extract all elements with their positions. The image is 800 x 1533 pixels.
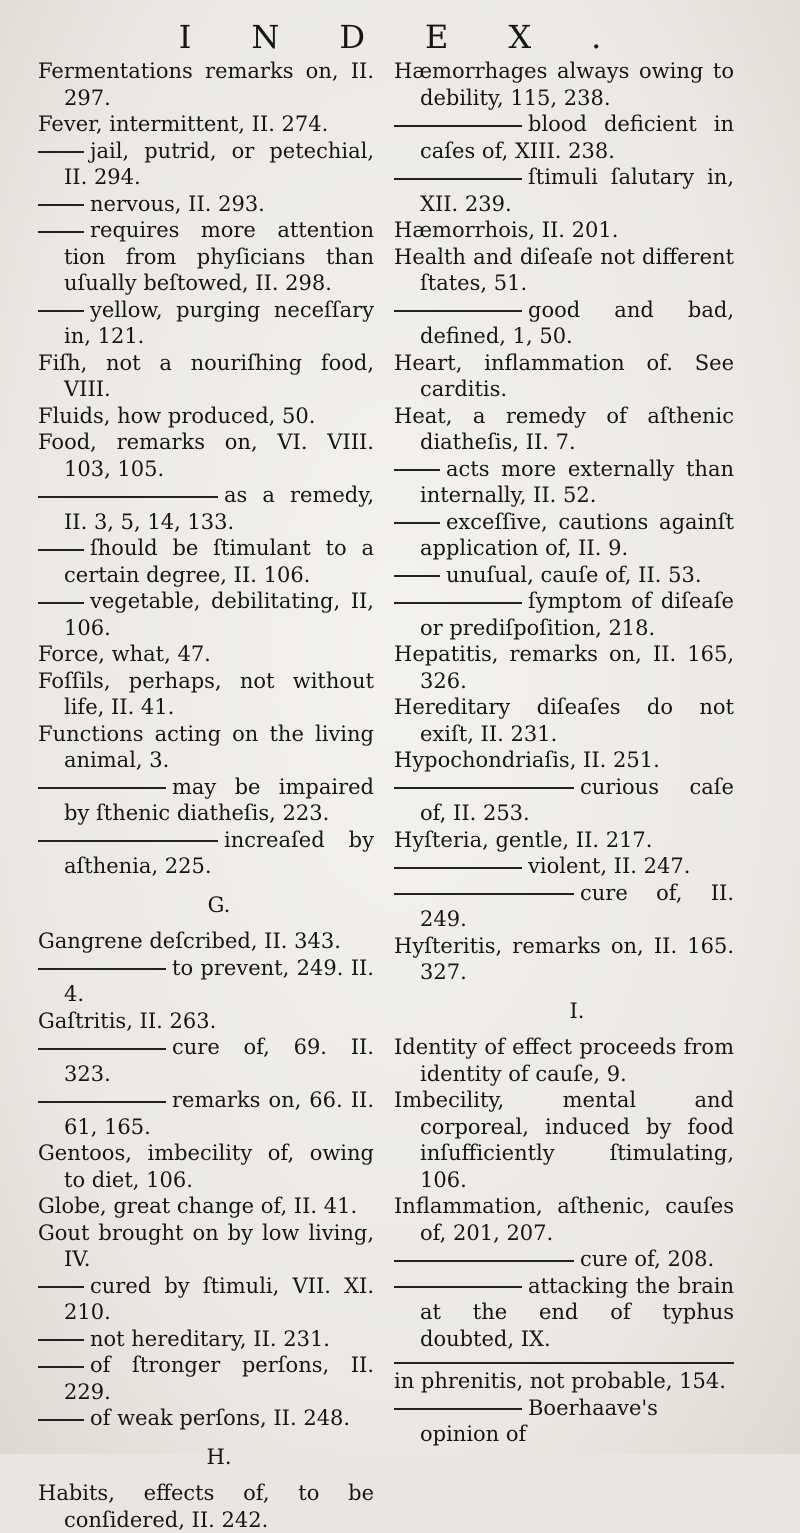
entry-text: blood deficient in caſes of, XIII. 238. xyxy=(420,112,734,163)
page-title: INDEX. xyxy=(178,18,662,56)
entry-text: to prevent, 249. II. 4. xyxy=(64,955,374,1006)
entry-text: Hereditary diſeaſes do not exiſt, II. 231. xyxy=(394,695,734,746)
index-entry xyxy=(394,111,734,164)
entry-text: cure of, 69. II. 323. xyxy=(64,1035,374,1086)
entry-text: Globe, great change of, II. 41. xyxy=(38,1194,358,1218)
index-entry xyxy=(38,1326,374,1353)
section-letter: H. xyxy=(206,1444,232,1469)
entry-text: Gout brought on by low living, IV. xyxy=(38,1220,374,1271)
entry-text: requires more attention tion from phyſicians than uſually beſtowed, II. 298. xyxy=(64,218,374,295)
index-entry xyxy=(38,721,374,774)
index-entry xyxy=(38,928,374,955)
entry-text: Fluids, how produced, 50. xyxy=(38,403,316,428)
index-entry xyxy=(38,1008,374,1035)
index-entry xyxy=(394,403,734,456)
entry-text: cured by ſtimuli, VII. XI. 210. xyxy=(64,1273,374,1324)
entry-text: ſymptom of diſeaſe or prediſpoſition, 218. xyxy=(420,589,734,640)
repeat-dash xyxy=(38,1286,84,1288)
index-entry xyxy=(394,1273,734,1353)
index-entry xyxy=(38,191,374,218)
entry-text: Fever, intermittent, II. 274. xyxy=(38,112,329,136)
entry-text: Gentoos, imbecility of, owing to diet, 106. xyxy=(38,1141,374,1192)
repeat-dash xyxy=(394,522,440,524)
index-entry xyxy=(394,747,734,774)
index-entry xyxy=(394,641,734,694)
entry-text: ſtimuli ſalutary in, XII. 239. xyxy=(420,165,734,216)
index-entry xyxy=(38,1193,374,1220)
repeat-dash xyxy=(394,602,522,604)
index-entry xyxy=(38,429,374,482)
index-entry xyxy=(394,509,734,562)
repeat-dash xyxy=(38,549,84,551)
repeat-dash xyxy=(394,1286,522,1288)
repeat-dash xyxy=(38,1366,84,1368)
index-entry xyxy=(394,1395,734,1448)
index-entry xyxy=(394,164,734,217)
index-entry xyxy=(38,1273,374,1326)
repeat-dash xyxy=(394,787,574,789)
entry-text: vegetable, debilitating, II, 106. xyxy=(64,589,374,640)
entry-text: Force, what, 47. xyxy=(38,642,211,666)
repeat-dash xyxy=(394,1408,522,1410)
index-entry xyxy=(394,1368,734,1395)
entry-text: as a remedy, II. 3, 5, 14, 133. xyxy=(64,483,374,534)
entry-text: nervous, II. 293. xyxy=(90,191,265,216)
index-entry xyxy=(38,827,374,880)
index-entry xyxy=(38,774,374,827)
index-entry xyxy=(394,562,734,589)
index-entry xyxy=(38,641,374,668)
index-entry xyxy=(38,668,374,721)
repeat-dash xyxy=(38,1101,166,1103)
repeat-dash xyxy=(38,1339,84,1341)
repeat-dash xyxy=(38,1419,84,1421)
repeat-dash xyxy=(394,469,440,471)
index-entry xyxy=(38,1352,374,1405)
index-entry xyxy=(38,297,374,350)
entry-text: cure of, II. 249. xyxy=(420,880,734,931)
repeat-dash xyxy=(38,1048,166,1050)
entry-text: Identity of effect proceeds from identity of cauſe, 9. xyxy=(394,1035,734,1086)
repeat-dash xyxy=(394,310,522,312)
index-entry xyxy=(394,1246,734,1273)
index-entry xyxy=(394,244,734,297)
index-entry xyxy=(38,1087,374,1140)
entry-text: Habits, effects of, to be conſidered, II. 242. xyxy=(38,1481,374,1532)
entry-text: Inflammation, aſthenic, cauſes of, 201, 207. xyxy=(394,1194,734,1245)
index-entry xyxy=(38,1405,374,1432)
entry-text: Fiſh, not a nouriſhing food, VIII. xyxy=(38,350,374,401)
entry-text: Fermentations remarks on, II. 297. xyxy=(38,59,374,110)
entry-text: Hæmorrhois, II. 201. xyxy=(394,218,619,242)
section-letter: I. xyxy=(569,998,585,1023)
repeat-dash xyxy=(394,178,522,180)
entry-text: may be impaired by ſthenic diatheſis, 223. xyxy=(64,774,374,825)
entry-text: not hereditary, II. 231. xyxy=(90,1326,330,1351)
index-entry xyxy=(394,1087,734,1193)
repeat-dash xyxy=(394,867,522,869)
index-entry xyxy=(394,456,734,509)
entry-text: exceſſive, cautions againſt application of, II. 9. xyxy=(420,509,734,560)
repeat-dash xyxy=(394,1260,574,1262)
entry-text: Heat, a remedy of aſthenic diatheſis, II. 7. xyxy=(394,403,734,454)
index-entry xyxy=(38,588,374,641)
index-entry xyxy=(394,58,734,111)
right-column xyxy=(394,58,734,1448)
entry-text: Hæmorrhages always owing to debility, 115, 238. xyxy=(394,59,734,110)
section-letter: G. xyxy=(207,892,231,917)
index-entry xyxy=(38,350,374,403)
index-entry xyxy=(394,853,734,880)
index-entry xyxy=(394,350,734,403)
entry-text: Functions acting on the living animal, 3. xyxy=(38,721,374,772)
repeat-dash xyxy=(38,231,84,233)
entry-text: Hepatitis, remarks on, II. 165, 326. xyxy=(394,642,734,693)
repeat-dash xyxy=(38,310,84,312)
entry-text: Hypochondriaſis, II. 251. xyxy=(394,748,660,772)
index-entry xyxy=(394,880,734,933)
entry-text: in phrenitis, not probable, 154. xyxy=(394,1369,726,1393)
index-entry xyxy=(394,588,734,641)
index-entry xyxy=(394,217,734,244)
repeat-dash xyxy=(38,840,218,842)
entry-text: Hyſteritis, remarks on, II. 165. 327. xyxy=(394,933,734,984)
index-entry xyxy=(38,1034,374,1087)
entry-text: jail, putrid, or petechial, II. 294. xyxy=(64,138,374,189)
index-entry xyxy=(394,774,734,827)
index-entry xyxy=(38,138,374,191)
entry-text: curious caſe of, II. 253. xyxy=(420,774,734,825)
index-entry xyxy=(38,1220,374,1273)
repeat-dash xyxy=(394,893,574,895)
index-entry xyxy=(394,827,734,854)
index-entry xyxy=(38,58,374,111)
repeat-dash xyxy=(38,787,166,789)
index-entry xyxy=(394,1193,734,1246)
repeat-dash xyxy=(38,204,84,206)
entry-text: Health and diſeaſe not different ſtates, 51. xyxy=(394,244,734,295)
entry-text: Imbecility, mental and corporeal, induced by food inſufficiently ſtimulating, 106. xyxy=(394,1088,734,1192)
index-entry xyxy=(38,955,374,1008)
entry-text: yellow, purging neceſſary in, 121. xyxy=(64,297,374,348)
entry-text: cure of, 208. xyxy=(580,1247,715,1271)
index-entry xyxy=(38,1140,374,1193)
entry-text: acts more externally than internally, II. 52. xyxy=(420,456,734,507)
index-entry xyxy=(394,1034,734,1087)
entry-text: good and bad, defined, 1, 50. xyxy=(420,297,734,348)
index-entry xyxy=(38,403,374,430)
repeat-dash xyxy=(38,602,84,604)
entry-text: Gaſtritis, II. 263. xyxy=(38,1008,217,1033)
entry-text: Gangrene deſcribed, II. 343. xyxy=(38,929,341,953)
entry-text: violent, II. 247. xyxy=(528,854,691,878)
entry-text: Food, remarks on, VI. VIII. 103, 105. xyxy=(38,430,374,481)
repeat-dash xyxy=(394,125,522,127)
entry-text: unuſual, cauſe of, II. 53. xyxy=(446,562,702,587)
left-column xyxy=(38,58,374,1533)
index-entry xyxy=(394,297,734,350)
entry-text: Boerhaave's opinion of xyxy=(420,1395,658,1446)
entry-text: Heart, inflammation of. See carditis. xyxy=(394,350,734,401)
repeat-dash xyxy=(38,968,166,970)
index-entry xyxy=(38,535,374,588)
entry-text: increaſed by aſthenia, 225. xyxy=(64,827,374,878)
entry-text: Foſſils, perhaps, not without life, II. 41. xyxy=(38,668,374,719)
index-entry xyxy=(394,933,734,986)
entry-text: Hyſteria, gentle, II. 217. xyxy=(394,827,653,852)
repeat-dash xyxy=(394,575,440,577)
index-entry xyxy=(394,694,734,747)
divider-rule xyxy=(394,1362,734,1364)
entry-text: of weak perſons, II. 248. xyxy=(90,1406,351,1430)
entry-text: attacking the brain at the end of typhus doubted, IX. xyxy=(420,1273,734,1351)
entry-text: of ſtronger perſons, II. 229. xyxy=(64,1353,374,1404)
entry-text: ſhould be ſtimulant to a certain degree, II. 106. xyxy=(64,536,374,587)
index-entry xyxy=(38,217,374,297)
index-entry xyxy=(38,1480,374,1533)
repeat-dash xyxy=(38,496,218,498)
index-entry xyxy=(38,111,374,138)
index-entry xyxy=(38,482,374,535)
repeat-dash xyxy=(38,151,84,153)
entry-text: remarks on, 66. II. 61, 165. xyxy=(64,1088,374,1139)
